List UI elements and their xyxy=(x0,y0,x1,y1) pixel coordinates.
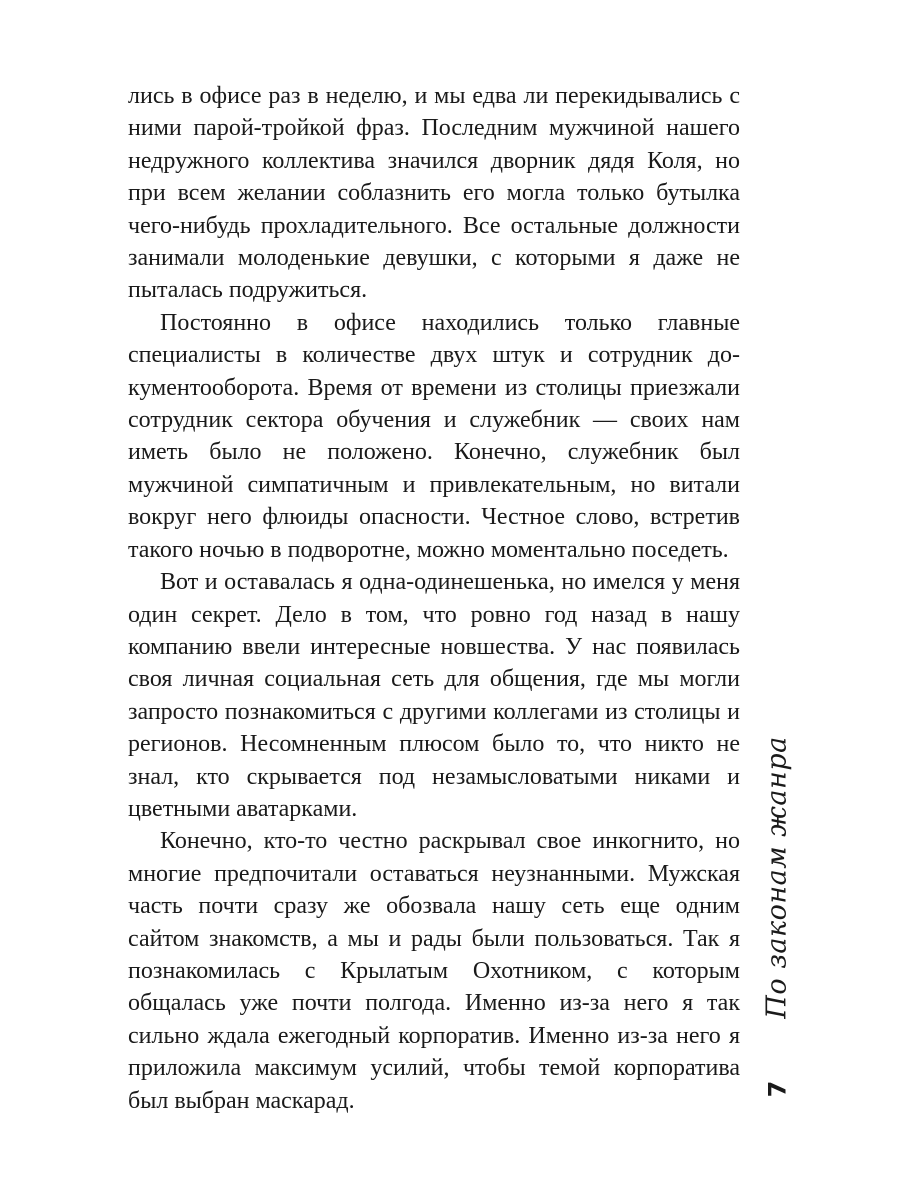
running-title xyxy=(758,715,796,1040)
page-number xyxy=(762,1073,792,1105)
paragraph-2: Постоянно в офисе находились только главные специалисты в количестве двух штук и сотрудник документооборота. Время от времени из столицы приезжали сотрудник сектора обучения и служебник — своих нам иметь было не положено. Конечно, служебник был мужчиной симпатичным и привлекательным, но витали вокруг него флюиды опасности. Честное слово, встретив такого ночью в подворотне, можно моментально поседеть. xyxy=(128,309,740,563)
running-title-text: По законам жанра xyxy=(761,736,793,1019)
paragraph-3: Вот и оставалась я одна-одинешенька, но имелся у меня один секрет. Дело в том, что ровно год назад в нашу компанию ввели интересные новшества. У нас появилась своя личная социальная сеть для общения, где мы могли запросто познакомиться с другими коллегами из столицы и регионов. Несомненным плюсом было то, что никто не знал, кто скрывается под незамысловатыми никами и цветными аватарками. xyxy=(128,569,740,822)
paragraph-4: Конечно, кто-то честно раскрывал свое инкогнито, но многие предпочитали оставаться неузнанными. Мужская часть почти сразу же обозвала нашу сеть еще одним сайтом знакомств, а мы и рады были пользоваться. Так я познакомилась с Крылатым Охотником, с которым общалась уже почти полгода. Именно из-за него я так сильно ждала ежегодный корпоратив. Именно из-за него я приложила максимум усилий, чтобы темой корпоратива был выбран маскарад. xyxy=(128,828,740,1114)
paragraph-1: лись в офисе раз в неделю, и мы едва ли перекидывались с ними парой-тройкой фраз. Последним мужчиной нашего недружного коллектива значился дворник дядя Коля, но при всем желании соблазнить его могла только бутылка чего-нибудь прохладительного. Все остальные должности занимали молоденькие девушки, с которыми я даже не пыталась подружиться. xyxy=(128,83,740,304)
body-text xyxy=(128,80,740,1117)
page-number-text: 7 xyxy=(762,1080,791,1098)
